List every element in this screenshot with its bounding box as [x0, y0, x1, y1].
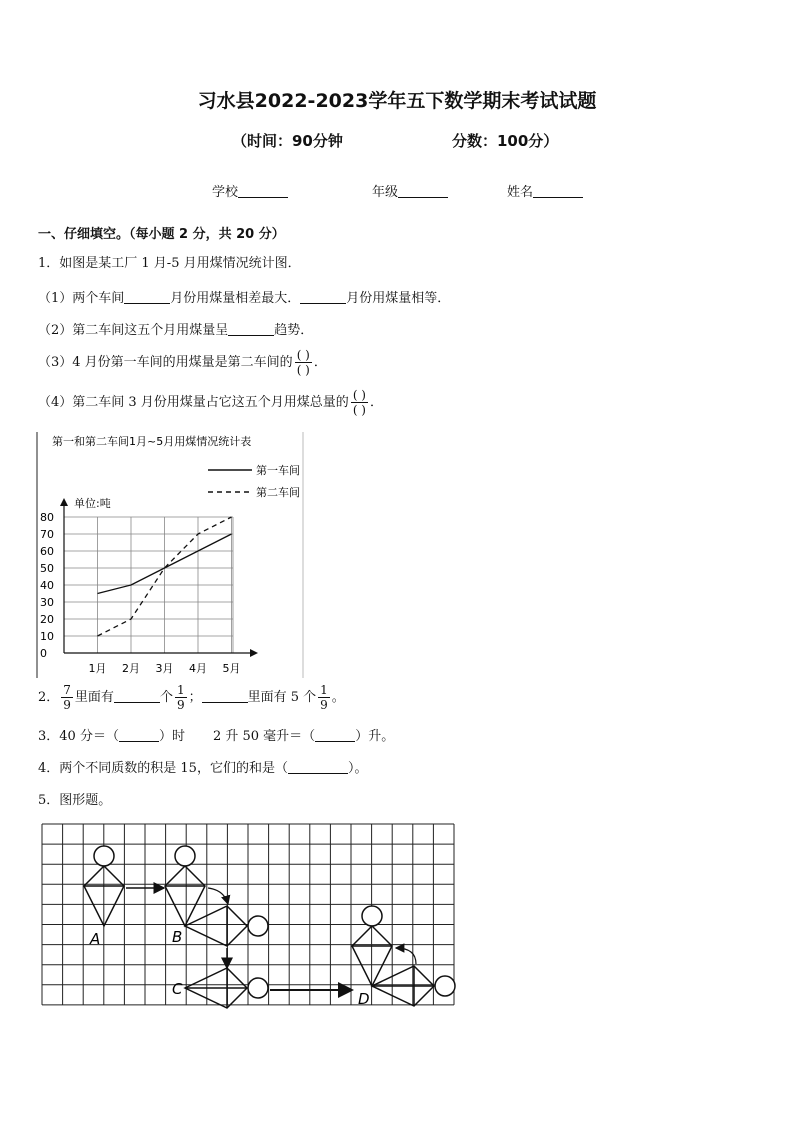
- q1-p4-text: （4）第二车间 3 月份用煤量占它这五个月用煤总量的: [38, 395, 349, 410]
- y-tick-label: 50: [40, 562, 54, 575]
- chart-plot-area: [40, 498, 258, 675]
- y-tick-label: 80: [40, 511, 54, 524]
- y-axis-arrow: [60, 498, 68, 506]
- school-field: [212, 181, 288, 200]
- figure-c: [185, 968, 268, 1008]
- q1-p3-end: ．: [313, 355, 327, 370]
- y-tick-label: 30: [40, 596, 54, 609]
- q1-p2-blank[interactable]: [228, 322, 274, 336]
- exam-time: （时间：90分钟: [232, 132, 343, 150]
- y-axis-unit-label: 单位:吨: [74, 497, 111, 510]
- q3-a: 3．40 分＝（: [38, 729, 119, 744]
- q5-stem: 5．图形题。: [38, 793, 112, 808]
- q4: [38, 760, 367, 778]
- q2-t3: ；: [188, 690, 202, 705]
- q1-part3: [38, 348, 327, 377]
- q2-frac3-den: 9: [320, 698, 328, 712]
- q2-fraction-2: [175, 683, 187, 712]
- label-c: C: [172, 980, 183, 998]
- section-title: 一、仔细填空。（每小题 2 分，共 20 分）: [38, 227, 285, 242]
- q1-p1-blank2[interactable]: [300, 290, 346, 304]
- q1-p4-fraction[interactable]: [351, 388, 368, 417]
- q4-blank[interactable]: [288, 760, 348, 774]
- q4-b: ）。: [347, 761, 368, 776]
- page-title: 习水县2022-2023学年五下数学期末考试试题: [197, 90, 597, 112]
- q2-blank1[interactable]: [114, 689, 160, 703]
- q2-t5: 。: [331, 690, 345, 705]
- q2-frac2-num: 1: [176, 683, 185, 697]
- grade-field: [372, 181, 448, 200]
- chart-title: 第一和第二车间1月~5月用煤情况统计表: [52, 435, 252, 448]
- y-tick-label: 20: [40, 613, 54, 626]
- x-tick-label: 1月: [88, 662, 107, 675]
- q3-d: ）升。: [355, 729, 395, 744]
- q2-frac3-num: 1: [320, 683, 328, 697]
- y-tick-label: 60: [40, 545, 54, 558]
- q2-frac1-num: 7: [63, 683, 71, 697]
- q1-p3-frac-num: ( ): [296, 348, 310, 362]
- school-label: 学校: [212, 185, 239, 200]
- grade-blank[interactable]: [398, 184, 448, 198]
- legend-label-series-1: 第一车间: [256, 464, 300, 477]
- name-blank[interactable]: [533, 184, 583, 198]
- x-axis-arrow: [250, 649, 258, 657]
- q1-p2-a: （2）第二车间这五个月用煤量呈: [38, 323, 229, 338]
- q2-fraction-3: [318, 683, 330, 712]
- y-tick-label: 10: [40, 630, 54, 643]
- coal-usage-line-chart: [36, 432, 308, 680]
- rotate-arrow-b: [208, 888, 228, 904]
- y-tick-label: 0: [40, 647, 47, 660]
- name-label: 姓名: [507, 185, 534, 200]
- q1-p4-frac-den: ( ): [352, 403, 366, 417]
- q1-stem: 1．如图是某工厂 1 月-5 月用煤情况统计图．: [38, 256, 301, 271]
- x-tick-label: 4月: [189, 662, 207, 675]
- q2-t2: 个: [159, 690, 173, 705]
- label-d: D: [358, 990, 370, 1008]
- name-field: [507, 181, 583, 200]
- q1-p3-fraction[interactable]: [295, 348, 312, 377]
- q3-c: 2 升 50 毫升＝（: [212, 729, 316, 744]
- q5-transformation-grid: [38, 818, 460, 1014]
- x-tick-label: 2月: [122, 662, 140, 675]
- y-tick-label: 70: [40, 528, 54, 541]
- q2: [38, 683, 345, 712]
- q2-num: 2．: [38, 690, 60, 705]
- q2-frac2-den: 9: [176, 698, 185, 712]
- q1-p1-c: 月份用煤量相等．: [346, 291, 451, 306]
- q1-p3-text: （3）4 月份第一车间的用煤量是第二车间的: [38, 355, 293, 370]
- q1-part4: [38, 388, 383, 417]
- q2-t1: 里面有: [74, 690, 114, 705]
- q2-t4: 里面有 5 个: [247, 690, 317, 705]
- q1-p1-blank1[interactable]: [124, 290, 170, 304]
- q3-b: ）时: [158, 729, 185, 744]
- grade-label: 年级: [372, 185, 399, 200]
- exam-score: 分数：100分）: [452, 132, 559, 150]
- q2-frac1-den: 9: [63, 698, 71, 712]
- x-tick-label: 3月: [155, 662, 174, 675]
- label-b: B: [172, 928, 183, 946]
- q3-blank1[interactable]: [119, 728, 159, 742]
- y-tick-label: 40: [40, 579, 54, 592]
- legend-label-series-2: 第二车间: [256, 486, 300, 499]
- q1-part2: [38, 322, 313, 340]
- q1-p1-a: （1）两个车间: [38, 291, 125, 306]
- q3-blank2[interactable]: [315, 728, 355, 742]
- q1-p4-end: ．: [370, 395, 384, 410]
- q3: [38, 728, 394, 746]
- q4-a: 4．两个不同质数的积是 15，它们的和是（: [38, 761, 288, 776]
- q1-part1: [38, 290, 450, 308]
- q1-p3-frac-den: ( ): [296, 363, 310, 377]
- q2-blank2[interactable]: [202, 689, 248, 703]
- q1-p4-frac-num: ( ): [352, 388, 366, 402]
- x-tick-label: 5月: [222, 662, 241, 675]
- q1-p1-b: 月份用煤量相差最大．: [170, 291, 301, 306]
- label-a: A: [90, 930, 101, 948]
- school-blank[interactable]: [238, 184, 288, 198]
- q2-fraction-1: [61, 683, 73, 712]
- q1-p2-b: 趋势．: [274, 323, 314, 338]
